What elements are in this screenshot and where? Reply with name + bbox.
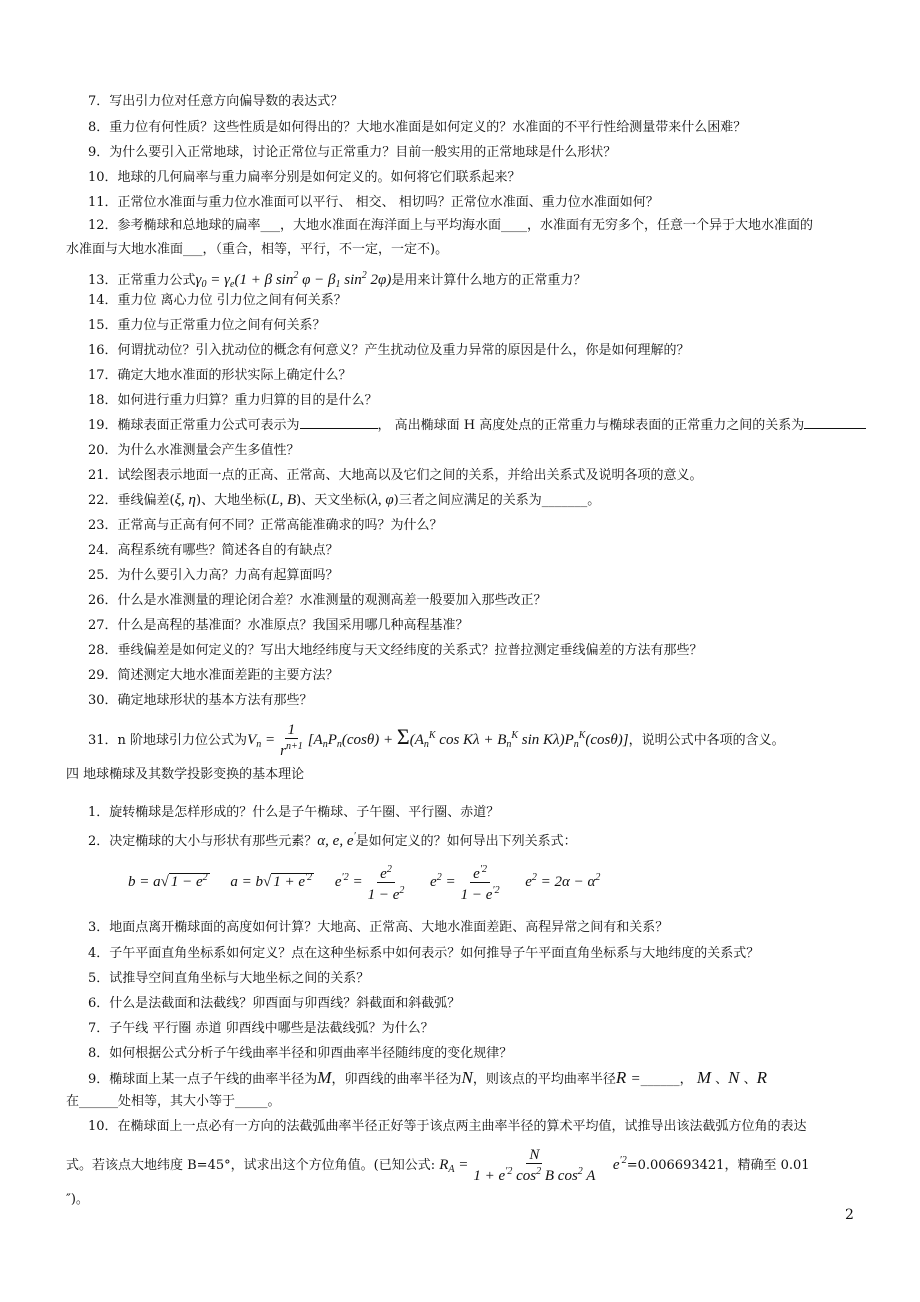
question-31: 31．n 阶地球引力位公式为$V_n$ = $\frac{1}{r^{n+1}}$ [$A_nP_n(\cos\theta) + \Sigma(A_n^K$ $\cos K\lambda + B_n^K$ $\sin K\lambda)P_n^K(\cos\theta)$]，说明公式中各项的含义。 (88, 722, 785, 760)
question-7: 7．写出引力位对任意方向偏导数的表达式？ (88, 94, 344, 109)
section-4-heading: 四 地球椭球及其数学投影变换的基本理论 (66, 767, 305, 782)
ellipsoid-relations: b = a√ $1 - e^2$ a = b√ $1 + e^{'2}$ $e^{'2}$ = $\frac{e^2}{1 - e^2}$ $e^2$ = $\frac{e^{'2}}{1 - e^{'2}}$ $e^2 = 2\alpha - \alpha^2$ (128, 864, 601, 904)
s4-question-2: 2．决定椭球的大小与形状有那些元素？α, e, e′是如何定义的？如何导出下列关系式： (88, 831, 577, 849)
question-17: 17．确定大地水准面的形状实际上确定什么？ (88, 368, 352, 383)
question-11: 11．正常位水准面与重力位水准面可以平行、 相交、 相切吗？正常位水准面、重力位水准面如何？ (88, 195, 659, 210)
s4-question-5: 5．试推导空间直角坐标与大地坐标之间的关系？ (88, 971, 370, 986)
question-15: 15．重力位与正常重力位之间有何关系？ (88, 318, 326, 333)
s4-question-3: 3．地面点离开椭球面的高度如何计算？大地高、正常高、大地水准面差距、高程异常之间有和关系？ (88, 920, 669, 935)
s4-question-10-line3: ″)。 (66, 1192, 89, 1207)
question-30: 30．确定地球形状的基本方法有那些？ (88, 693, 313, 708)
question-12-line2: 水准面与大地水准面___，（重合，相等，平行，不一定，一定不)。 (66, 242, 449, 257)
s4-question-9-line1: 9．椭球面上某一点子午线的曲率半径为M，卯酉线的曲率半径为N，则该点的平均曲率半径R =______， M 、N 、R (88, 1068, 768, 1087)
question-14: 14．重力位 离心力位 引力位之间有何关系？ (88, 293, 347, 308)
question-19: 19．椭球表面正常重力公式可表示为 ， 高出椭球面 H 高度处点的正常重力与椭球表面的正常重力之间的关系为 (88, 416, 866, 436)
question-21: 21．试绘图表示地面一点的正高、正常高、大地高以及它们之间的关系，并给出关系式及说明各项的意义。 (88, 468, 703, 483)
page-number: 2 (845, 1207, 854, 1223)
question-23: 23．正常高与正高有何不同？正常高能准确求的吗？为什么？ (88, 518, 443, 533)
normal-gravity-formula: $\gamma_0 = \gamma_e(1 + \beta$ $\sin^2 \varphi - \beta_1$ $\sin^2 2\varphi$) (195, 270, 392, 290)
question-8: 8．重力位有何性质？这些性质是如何得出的？大地水准面是如何定义的？水准面的不平行性给测量带来什么困难？ (88, 120, 747, 135)
question-13: 13．正常重力公式$\gamma_0 = \gamma_e(1 + \beta$ $\sin^2 \varphi - \beta_1$ $\sin^2 2\varphi$)是用来计算什么地方的正常重力？ (88, 270, 587, 290)
question-16: 16．何谓扰动位？引入扰动位的概念有何意义？产生扰动位及重力异常的原因是什么，你是如何理解的？ (88, 343, 690, 358)
s4-question-6: 6．什么是法截面和法截线？卯酉面与卯酉线？斜截面和斜截弧？ (88, 996, 461, 1011)
question-12-line1: 12．参考椭球和总地球的扁率___，大地水准面在海洋面上与平均海水面____，水准面有无穷多个，任意一个异于大地水准面的 (88, 218, 814, 233)
question-10: 10．地球的几何扁率与重力扁率分别是如何定义的。如何将它们联系起来？ (88, 170, 521, 185)
question-25: 25．为什么要引入力高？力高有起算面吗？ (88, 568, 339, 583)
question-18: 18．如何进行重力归算？重力归算的目的是什么？ (88, 393, 378, 408)
s4-question-7: 7．子午线 平行圈 赤道 卯酉线中哪些是法截线弧？为什么？ (88, 1021, 434, 1036)
s4-question-8: 8．如何根据公式分析子午线曲率半径和卯酉曲率半径随纬度的变化规律？ (88, 1046, 513, 1061)
s4-question-9-line2: 在______处相等，其大小等于_____。 (66, 1094, 281, 1109)
gravitational-potential-formula: $V_n$ = $\frac{1}{r^{n+1}}$ [$A_nP_n(\cos\theta) + \Sigma(A_n^K$ $\cos K\lambda + B_n^K$ $\sin K\lambda)P_n^K(\cos\theta)$] (247, 722, 629, 760)
question-26: 26．什么是水准测量的理论闭合差？水准测量的观测高差一般要加入那些改正？ (88, 593, 547, 608)
s4-question-1: 1．旋转椭球是怎样形成的？什么是子午椭球、子午圈、平行圈、赤道？ (88, 805, 500, 820)
question-24: 24．高程系统有哪些？简述各自的有缺点？ (88, 543, 339, 558)
s4-question-10-line2: 式。若该点大地纬度 B=45°，试求出这个方位角值。(已知公式: $R_A$ = $\frac{N}{1 + e^{'2} \cos^2 B \cos^2 A}$ $e^{'2}=0.006693421$，精确至 0.01 (66, 1147, 810, 1185)
question-9: 9．为什么要引入正常地球，讨论正常位与正常重力？目前一般实用的正常地球是什么形状？ (88, 145, 617, 160)
s4-question-10-line1: 10．在椭球面上一点必有一方向的法截弧曲率半径正好等于该点两主曲率半径的算术平均值，试推导出该法截弧方位角的表达 (88, 1119, 807, 1134)
s4-question-4: 4．子午平面直角坐标系如何定义？点在这种坐标系中如何表示？如何推导子午平面直角坐标系与大地纬度的关系式？ (88, 946, 760, 961)
question-27: 27．什么是高程的基准面？水准原点？我国采用哪几种高程基准？ (88, 618, 469, 633)
question-20: 20．为什么水准测量会产生多值性？ (88, 443, 300, 458)
question-29: 29．简述测定大地水准面差距的主要方法？ (88, 668, 339, 683)
question-22: 22．垂线偏差(ξ, η)、大地坐标(L, B)、天文坐标(λ, φ)三者之间应满足的关系为_______。 (88, 492, 601, 508)
question-28: 28．垂线偏差是如何定义的？写出大地经纬度与天文经纬度的关系式？拉普拉测定垂线偏差的方法有那些？ (88, 643, 703, 658)
